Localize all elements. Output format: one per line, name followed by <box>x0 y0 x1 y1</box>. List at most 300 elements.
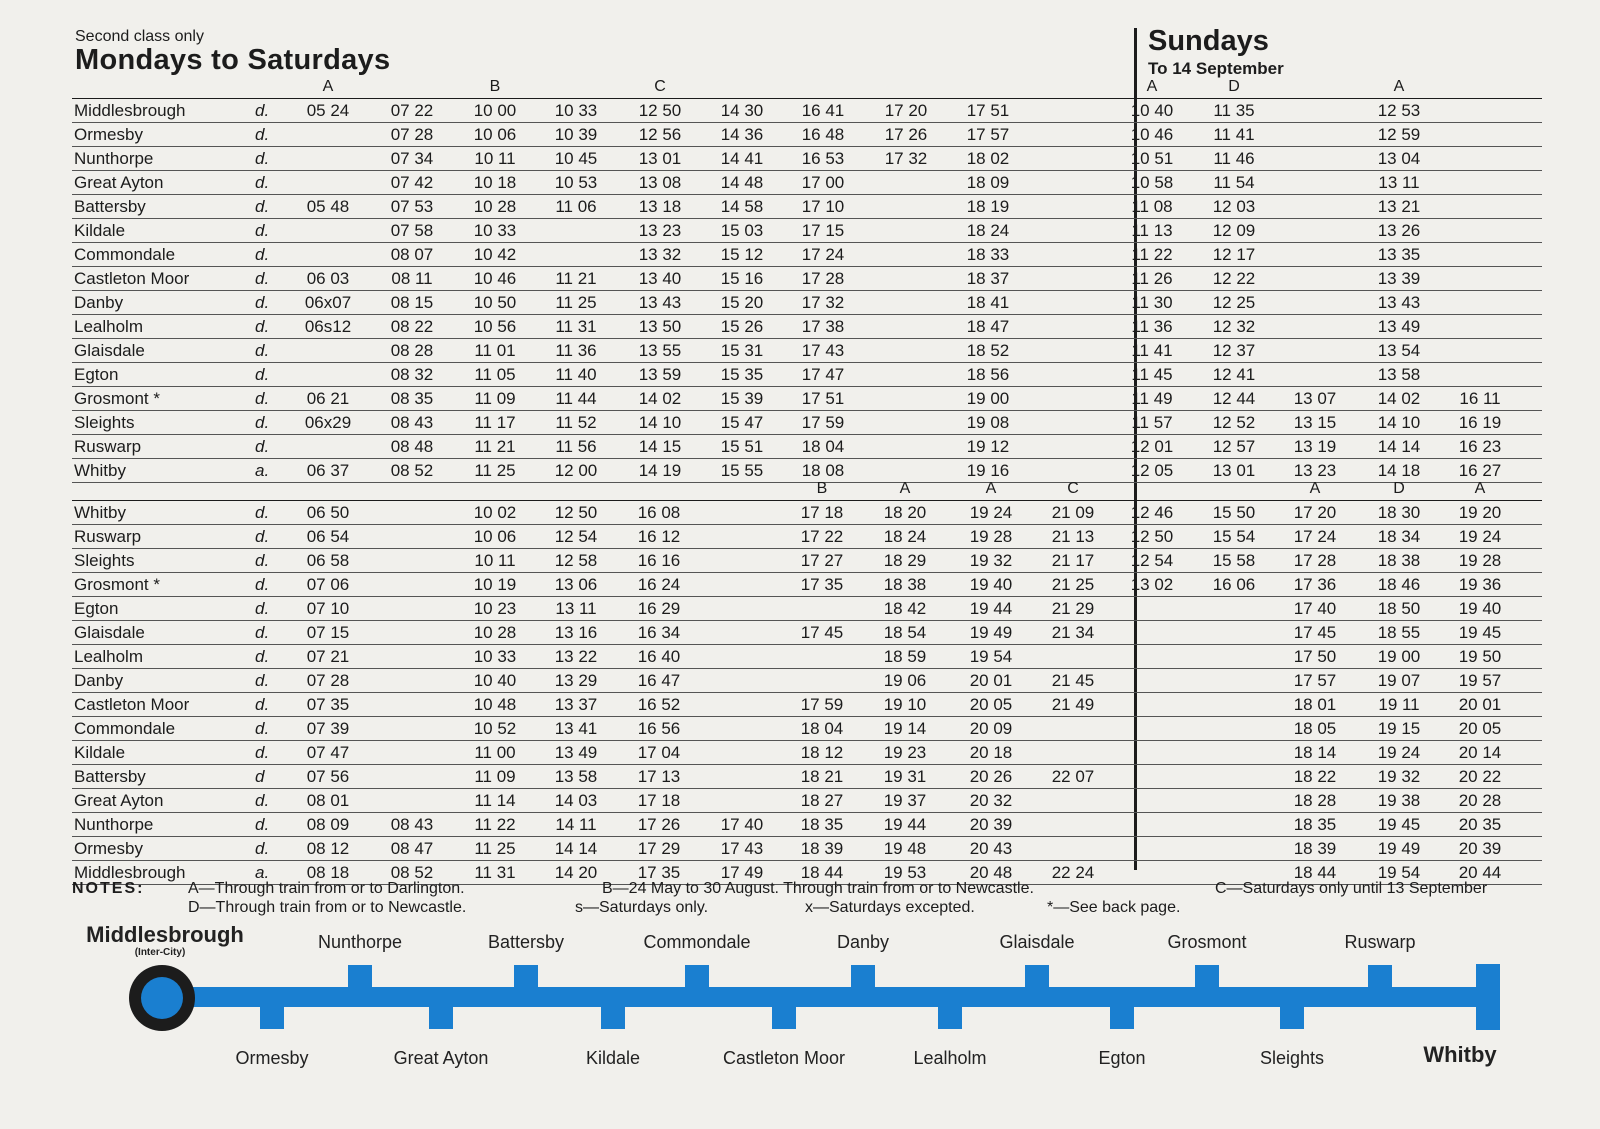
sunday-time-cell: 12 37 <box>1212 341 1256 360</box>
sunday-time-cell: 11 08 <box>1131 197 1173 216</box>
time-cell: 06x29 <box>304 413 352 432</box>
station-name: Danby <box>74 671 124 690</box>
station-name: Sleights <box>74 413 135 432</box>
sunday-time-cell: 18 39 <box>1293 839 1337 858</box>
time-cell: 17 47 <box>801 365 845 384</box>
time-cell: 20 18 <box>969 743 1013 762</box>
dep-arr-marker: d. <box>255 173 270 192</box>
time-cell: 18 54 <box>883 623 927 642</box>
time-cell: 18 09 <box>966 173 1010 192</box>
sunday-time-cell: 12 59 <box>1377 125 1421 144</box>
time-cell: 15 16 <box>720 269 764 288</box>
table-row <box>72 789 1542 813</box>
time-cell: 16 56 <box>637 719 681 738</box>
dep-arr-marker: d. <box>255 503 270 522</box>
dep-arr-marker: d. <box>255 791 270 810</box>
sunday-time-cell: 12 57 <box>1212 437 1256 456</box>
dep-arr-marker: d. <box>255 389 270 408</box>
route-map-graphic <box>0 930 1600 1124</box>
time-cell: 13 22 <box>554 647 598 666</box>
time-cell: 18 29 <box>883 551 927 570</box>
time-cell: 17 18 <box>800 503 844 522</box>
sunday-time-cell: 20 35 <box>1458 815 1502 834</box>
time-cell: 06 03 <box>306 269 350 288</box>
time-cell: 18 04 <box>800 719 844 738</box>
sunday-time-cell: 10 58 <box>1130 173 1174 192</box>
time-cell: 13 40 <box>638 269 682 288</box>
time-cell: 13 32 <box>638 245 682 264</box>
station-name: Grosmont * <box>74 575 160 594</box>
sunday-time-cell: 19 54 <box>1377 863 1421 882</box>
station-name: Ormesby <box>74 839 143 858</box>
sunday-time-cell: 12 09 <box>1212 221 1256 240</box>
sunday-time-cell: 12 44 <box>1212 389 1256 408</box>
time-cell: 13 50 <box>638 317 682 336</box>
sunday-time-cell: 11 49 <box>1131 389 1173 408</box>
dep-arr-marker: d. <box>255 413 270 432</box>
time-cell: 20 01 <box>969 671 1013 690</box>
station-name: Ruswarp <box>74 527 142 546</box>
sunday-subtitle: To 14 September <box>1148 59 1284 78</box>
table-row <box>72 741 1542 765</box>
dep-arr-marker: d. <box>255 719 270 738</box>
time-cell: 18 19 <box>966 197 1010 216</box>
time-cell: 08 01 <box>306 791 350 810</box>
time-cell: 14 11 <box>555 815 597 834</box>
train-note-letter: A <box>985 480 997 497</box>
time-cell: 21 29 <box>1051 599 1095 618</box>
time-cell: 17 18 <box>637 791 681 810</box>
time-cell: 10 28 <box>473 197 517 216</box>
time-cell: 18 59 <box>883 647 927 666</box>
dep-arr-marker: d <box>255 767 265 786</box>
time-cell: 06x07 <box>304 293 352 312</box>
sunday-title: Sundays <box>1148 25 1269 57</box>
station-name: Nunthorpe <box>74 815 154 834</box>
time-cell: 17 57 <box>966 125 1010 144</box>
time-cell: 17 29 <box>637 839 681 858</box>
sunday-note-letter: D <box>1228 78 1240 95</box>
sunday-time-cell: 19 38 <box>1377 791 1421 810</box>
time-cell: 16 16 <box>637 551 681 570</box>
dep-arr-marker: a. <box>255 461 270 480</box>
time-cell: 07 28 <box>306 671 350 690</box>
sunday-time-cell: 19 45 <box>1377 815 1421 834</box>
station-name: Commondale <box>74 719 176 738</box>
time-cell: 08 28 <box>390 341 434 360</box>
time-cell: 21 13 <box>1051 527 1095 546</box>
time-cell: 16 08 <box>637 503 681 522</box>
time-cell: 13 08 <box>638 173 682 192</box>
time-cell: 17 38 <box>801 317 845 336</box>
table-row <box>72 573 1542 597</box>
table-row <box>72 435 1542 459</box>
time-cell: 17 00 <box>801 173 845 192</box>
time-cell: 15 31 <box>720 341 764 360</box>
station-marker <box>1368 965 1392 989</box>
dep-arr-marker: d. <box>255 551 270 570</box>
dep-arr-marker: d. <box>255 743 270 762</box>
table-row <box>72 525 1542 549</box>
note-d: D—Through train from or to Newcastle. <box>188 899 467 916</box>
time-cell: 20 32 <box>969 791 1013 810</box>
time-cell: 11 17 <box>474 413 516 432</box>
time-cell: 10 18 <box>473 173 517 192</box>
table-row <box>72 621 1542 645</box>
time-cell: 11 22 <box>474 815 516 834</box>
time-cell: 11 21 <box>555 269 597 288</box>
time-cell: 17 28 <box>801 269 845 288</box>
time-cell: 07 28 <box>390 125 434 144</box>
sunday-time-cell: 15 50 <box>1212 503 1256 522</box>
table-row <box>72 195 1542 219</box>
sunday-time-cell: 11 30 <box>1131 293 1173 312</box>
time-cell: 18 37 <box>966 269 1010 288</box>
table-body <box>72 500 1542 885</box>
station-name: Egton <box>74 365 119 384</box>
sunday-time-cell: 17 45 <box>1293 623 1337 642</box>
station-marker <box>260 1005 284 1029</box>
time-cell: 13 01 <box>638 149 682 168</box>
time-cell: 17 35 <box>800 575 844 594</box>
time-cell: 22 24 <box>1051 863 1095 882</box>
time-cell: 18 02 <box>966 149 1010 168</box>
table-row <box>72 99 1542 123</box>
time-cell: 17 32 <box>884 149 928 168</box>
sunday-time-cell: 13 26 <box>1377 221 1421 240</box>
time-cell: 14 20 <box>554 863 598 882</box>
station-name: Kildale <box>74 221 126 240</box>
time-cell: 08 35 <box>390 389 434 408</box>
table-row <box>72 123 1542 147</box>
sunday-time-cell: 17 50 <box>1293 647 1337 666</box>
sunday-time-cell: 18 38 <box>1377 551 1421 570</box>
time-cell: 17 26 <box>637 815 681 834</box>
time-cell: 08 43 <box>390 413 434 432</box>
time-cell: 12 54 <box>554 527 598 546</box>
sunday-time-cell: 10 40 <box>1130 101 1174 120</box>
time-cell: 11 40 <box>555 365 597 384</box>
station-name: Battersby <box>74 197 146 216</box>
time-cell: 17 49 <box>720 863 764 882</box>
sunday-time-cell: 16 11 <box>1459 389 1501 408</box>
time-cell: 08 18 <box>306 863 350 882</box>
time-cell: 10 40 <box>473 671 517 690</box>
time-cell: 18 44 <box>800 863 844 882</box>
sunday-time-cell: 11 45 <box>1131 365 1173 384</box>
up-timetable <box>72 480 1542 885</box>
station-marker <box>1280 1005 1304 1029</box>
time-cell: 13 55 <box>638 341 682 360</box>
route-line <box>190 987 1476 1007</box>
train-note-letter: C <box>654 78 666 95</box>
sunday-time-cell: 18 05 <box>1293 719 1337 738</box>
sunday-time-cell: 20 39 <box>1458 839 1502 858</box>
sunday-time-cell: 13 11 <box>1378 173 1420 192</box>
time-cell: 18 52 <box>966 341 1010 360</box>
sunday-time-cell: 17 57 <box>1293 671 1337 690</box>
sunday-time-cell: 11 41 <box>1213 125 1255 144</box>
time-cell: 19 49 <box>969 623 1013 642</box>
sunday-time-cell: 16 19 <box>1458 413 1502 432</box>
station-name: Nunthorpe <box>74 149 154 168</box>
map-start-sub: (Inter-City) <box>134 947 186 958</box>
time-cell: 21 45 <box>1051 671 1095 690</box>
sunday-time-cell: 13 49 <box>1377 317 1421 336</box>
sunday-time-cell: 16 27 <box>1458 461 1502 480</box>
sunday-time-cell: 17 36 <box>1293 575 1337 594</box>
dep-arr-marker: d. <box>255 125 270 144</box>
time-cell: 10 33 <box>473 647 517 666</box>
note-s: s—Saturdays only. <box>575 899 709 916</box>
time-cell: 10 02 <box>473 503 517 522</box>
time-cell: 19 00 <box>966 389 1010 408</box>
sunday-time-cell: 19 07 <box>1377 671 1421 690</box>
sunday-time-cell: 12 53 <box>1377 101 1421 120</box>
table-row <box>72 645 1542 669</box>
time-cell: 07 10 <box>306 599 350 618</box>
time-cell: 22 07 <box>1051 767 1095 786</box>
station-name: Middlesbrough <box>74 101 186 120</box>
time-cell: 10 23 <box>473 599 517 618</box>
time-cell: 10 11 <box>474 551 516 570</box>
time-cell: 19 28 <box>969 527 1013 546</box>
map-station-label: Great Ayton <box>393 1048 489 1068</box>
sunday-time-cell: 11 13 <box>1131 221 1173 240</box>
time-cell: 17 45 <box>800 623 844 642</box>
time-cell: 14 41 <box>720 149 764 168</box>
time-cell: 10 48 <box>473 695 517 714</box>
time-cell: 19 23 <box>883 743 927 762</box>
time-cell: 07 21 <box>306 647 350 666</box>
sunday-time-cell: 18 22 <box>1293 767 1337 786</box>
sunday-time-cell: 20 14 <box>1458 743 1502 762</box>
time-cell: 19 53 <box>883 863 927 882</box>
sunday-time-cell: 16 06 <box>1212 575 1256 594</box>
sunday-time-cell: 19 24 <box>1458 527 1502 546</box>
sunday-time-cell: 18 30 <box>1377 503 1421 522</box>
table-row <box>72 291 1542 315</box>
sunday-time-cell: 20 01 <box>1458 695 1502 714</box>
station-marker <box>601 1005 625 1029</box>
station-marker <box>514 965 538 989</box>
time-cell: 19 12 <box>966 437 1010 456</box>
time-cell: 16 41 <box>801 101 845 120</box>
time-cell: 08 12 <box>306 839 350 858</box>
station-name: Commondale <box>74 245 176 264</box>
time-cell: 19 32 <box>969 551 1013 570</box>
time-cell: 19 16 <box>966 461 1010 480</box>
time-cell: 07 42 <box>390 173 434 192</box>
time-cell: 21 25 <box>1051 575 1095 594</box>
time-cell: 07 15 <box>306 623 350 642</box>
dep-arr-marker: d. <box>255 575 270 594</box>
sunday-time-cell: 11 54 <box>1213 173 1255 192</box>
time-cell: 17 43 <box>720 839 764 858</box>
sunday-time-cell: 11 36 <box>1131 317 1173 336</box>
sunday-note-letter: D <box>1393 480 1405 497</box>
time-cell: 13 23 <box>638 221 682 240</box>
sunday-time-cell: 12 01 <box>1130 437 1174 456</box>
sunday-time-cell: 11 22 <box>1131 245 1173 264</box>
time-cell: 18 35 <box>800 815 844 834</box>
dep-arr-marker: d. <box>255 221 270 240</box>
sunday-time-cell: 13 07 <box>1293 389 1337 408</box>
time-cell: 19 54 <box>969 647 1013 666</box>
weekday-title: Mondays to Saturdays <box>75 44 391 76</box>
time-cell: 21 17 <box>1051 551 1095 570</box>
station-marker <box>685 965 709 989</box>
time-cell: 14 15 <box>638 437 682 456</box>
sunday-time-cell: 12 50 <box>1130 527 1174 546</box>
time-cell: 06 58 <box>306 551 350 570</box>
sunday-time-cell: 11 57 <box>1131 413 1173 432</box>
station-marker <box>348 965 372 989</box>
sunday-time-cell: 10 51 <box>1130 149 1174 168</box>
time-cell: 18 42 <box>883 599 927 618</box>
time-cell: 18 21 <box>800 767 844 786</box>
time-cell: 17 15 <box>801 221 845 240</box>
map-station-label: Lealholm <box>913 1048 987 1068</box>
time-cell: 07 22 <box>390 101 434 120</box>
sunday-time-cell: 12 32 <box>1212 317 1256 336</box>
time-cell: 19 37 <box>883 791 927 810</box>
time-cell: 07 56 <box>306 767 350 786</box>
station-marker <box>1110 1005 1134 1029</box>
time-cell: 16 52 <box>637 695 681 714</box>
time-cell: 10 33 <box>554 101 598 120</box>
sunday-time-cell: 18 28 <box>1293 791 1337 810</box>
train-note-letter: A <box>899 480 911 497</box>
time-cell: 05 48 <box>306 197 350 216</box>
station-name: Great Ayton <box>74 791 164 810</box>
sunday-time-cell: 14 18 <box>1377 461 1421 480</box>
time-cell: 17 24 <box>801 245 845 264</box>
dep-arr-marker: d. <box>255 839 270 858</box>
time-cell: 17 59 <box>801 413 845 432</box>
time-cell: 15 55 <box>720 461 764 480</box>
map-station-label: Castleton Moor <box>722 1048 846 1068</box>
time-cell: 11 09 <box>474 389 516 408</box>
sunday-time-cell: 14 14 <box>1377 437 1421 456</box>
time-cell: 08 15 <box>390 293 434 312</box>
time-cell: 13 58 <box>554 767 598 786</box>
sunday-time-cell: 19 50 <box>1458 647 1502 666</box>
time-cell: 13 18 <box>638 197 682 216</box>
time-cell: 13 06 <box>554 575 598 594</box>
sunday-time-cell: 13 15 <box>1293 413 1337 432</box>
table-row <box>72 669 1542 693</box>
note-a: A—Through train from or to Darlington. <box>188 880 465 897</box>
time-cell: 16 53 <box>801 149 845 168</box>
time-cell: 13 43 <box>638 293 682 312</box>
time-cell: 11 31 <box>474 863 516 882</box>
station-name: Lealholm <box>74 317 143 336</box>
sunday-time-cell: 17 28 <box>1293 551 1337 570</box>
time-cell: 10 56 <box>473 317 517 336</box>
sunday-note-letter: A <box>1309 480 1321 497</box>
table-row <box>72 147 1542 171</box>
sunday-time-cell: 18 01 <box>1293 695 1337 714</box>
time-cell: 18 38 <box>883 575 927 594</box>
time-cell: 10 42 <box>473 245 517 264</box>
dep-arr-marker: d. <box>255 341 270 360</box>
map-station-label: Battersby <box>487 932 565 952</box>
time-cell: 11 00 <box>474 743 516 762</box>
time-cell: 10 39 <box>554 125 598 144</box>
time-cell: 13 59 <box>638 365 682 384</box>
time-cell: 07 35 <box>306 695 350 714</box>
time-cell: 17 59 <box>800 695 844 714</box>
sunday-time-cell: 11 26 <box>1131 269 1173 288</box>
train-note-letter: B <box>816 480 828 497</box>
sunday-time-cell: 13 58 <box>1377 365 1421 384</box>
map-station-label: Ruswarp <box>1344 932 1416 952</box>
table-row <box>72 717 1542 741</box>
sunday-time-cell: 13 04 <box>1377 149 1421 168</box>
dep-arr-marker: d. <box>255 695 270 714</box>
time-cell: 08 32 <box>390 365 434 384</box>
time-cell: 14 19 <box>638 461 682 480</box>
sunday-time-cell: 12 52 <box>1212 413 1256 432</box>
time-cell: 15 47 <box>720 413 764 432</box>
note-x: x—Saturdays excepted. <box>805 899 975 916</box>
time-cell: 08 11 <box>391 269 433 288</box>
dep-arr-marker: d. <box>255 269 270 288</box>
time-cell: 14 58 <box>720 197 764 216</box>
time-cell: 11 05 <box>474 365 516 384</box>
sunday-time-cell: 19 20 <box>1458 503 1502 522</box>
sunday-time-cell: 13 35 <box>1377 245 1421 264</box>
time-cell: 11 52 <box>555 413 597 432</box>
station-name: Glaisdale <box>74 341 145 360</box>
station-name: Castleton Moor <box>74 695 190 714</box>
time-cell: 21 09 <box>1051 503 1095 522</box>
time-cell: 21 34 <box>1051 623 1095 642</box>
time-cell: 08 43 <box>390 815 434 834</box>
time-cell: 18 08 <box>801 461 845 480</box>
time-cell: 13 49 <box>554 743 598 762</box>
middlesbrough-hub-inner <box>141 977 183 1019</box>
sunday-time-cell: 13 01 <box>1212 461 1256 480</box>
map-station-label: Danby <box>836 932 890 952</box>
time-cell: 15 26 <box>720 317 764 336</box>
time-cell: 18 27 <box>800 791 844 810</box>
time-cell: 18 20 <box>883 503 927 522</box>
time-cell: 19 14 <box>883 719 927 738</box>
sunday-time-cell: 18 50 <box>1377 599 1421 618</box>
time-cell: 10 19 <box>473 575 517 594</box>
dep-arr-marker: d. <box>255 527 270 546</box>
table-row <box>72 813 1542 837</box>
table-row <box>72 501 1542 525</box>
time-cell: 06 54 <box>306 527 350 546</box>
sunday-note-letter: A <box>1393 78 1405 95</box>
sunday-time-cell: 19 45 <box>1458 623 1502 642</box>
sunday-time-cell: 19 49 <box>1377 839 1421 858</box>
time-cell: 20 09 <box>969 719 1013 738</box>
time-cell: 17 04 <box>637 743 681 762</box>
dep-arr-marker: d. <box>255 317 270 336</box>
time-cell: 15 12 <box>720 245 764 264</box>
map-station-label: Glaisdale <box>999 932 1075 952</box>
table-row <box>72 339 1542 363</box>
sunday-time-cell: 18 46 <box>1377 575 1421 594</box>
time-cell: 11 25 <box>474 461 516 480</box>
note-star: *—See back page. <box>1047 899 1181 916</box>
time-cell: 13 16 <box>554 623 598 642</box>
map-station-label: Kildale <box>585 1048 641 1068</box>
